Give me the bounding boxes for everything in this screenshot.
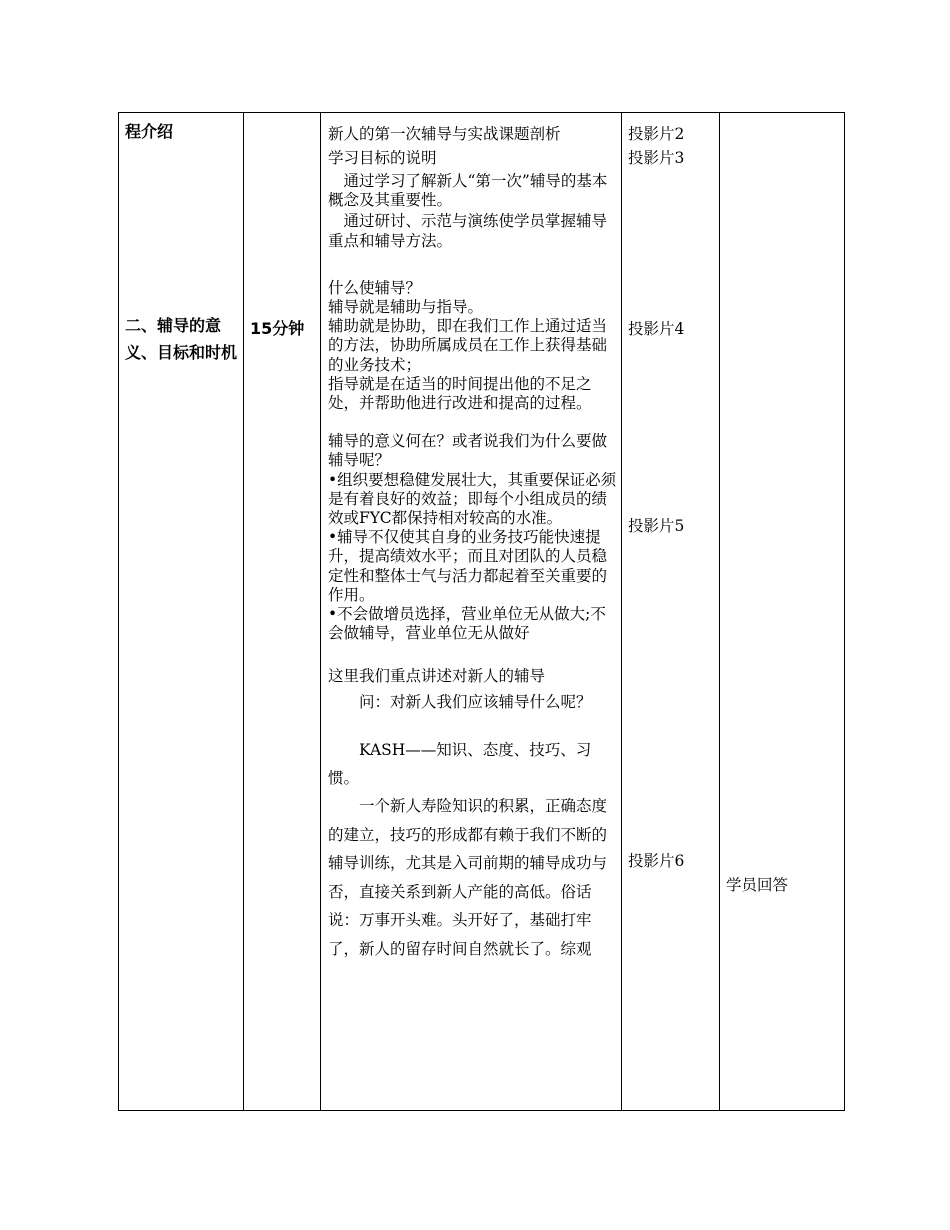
duration-label: 15分钟 (250, 319, 305, 338)
duration-column (250, 316, 316, 339)
content-paragraph: 辅导就是辅助与指导。 (328, 298, 484, 317)
column-divider-2 (320, 112, 321, 1111)
section-title: 二、辅导的意义、目标和时机 (125, 316, 238, 362)
content-paragraph: 什么使辅导？ (328, 278, 422, 297)
column-divider-1 (243, 112, 244, 1111)
slide-ref-column (628, 317, 718, 339)
content-paragraph: 通过研讨、示范与演练使学员掌握辅导重点和辅导方法。 (328, 212, 608, 250)
content-paragraph: 这里我们重点讲述对新人的辅导 (328, 667, 546, 686)
course-intro-label: 程介绍 (125, 122, 174, 141)
student-answer-note: 学员回答 (726, 876, 789, 894)
content-paragraph: 新人的第一次辅导与实战课题剖析 (328, 125, 561, 143)
content-paragraph: •组织要想稳健发展壮大，其重要保证必须是有着良好的效益；即每个小组成员的绩效或FYC都保持相对较高的水准。 (328, 470, 617, 528)
content-paragraph: •辅导不仅使其自身的业务技巧能快速提升，提高绩效水平；而且对团队的人员稳定性和整体士气与活力都起着至关重要的作用。 (328, 528, 608, 604)
table-border-bottom (118, 1110, 845, 1111)
column-divider-4 (719, 112, 720, 1111)
slide-ref-column (628, 514, 718, 536)
content-paragraph: 辅导的意义何在？或者说我们为什么要做辅导呢？ (328, 432, 608, 470)
content-paragraph: 一个新人寿险知识的积累，正确态度的建立，技巧的形成都有赖于我们不断的辅导训练，尤其是入司前期的辅导成功与否，直接关系到新人产能的高低。俗话说：万事开头难。头开好了，基础打牢了，新人的留存时间自然就长了。综观 (328, 797, 608, 958)
slide-ref-column (628, 849, 718, 871)
slide-ref: 投影片3 (628, 149, 685, 167)
section-column (125, 118, 243, 1110)
table-border-top (118, 112, 845, 113)
content-column (328, 118, 618, 1110)
content-paragraph: 问：对新人我们应该辅导什么呢？ (328, 693, 592, 712)
table-border-left (118, 112, 119, 1111)
slide-ref: 投影片6 (628, 852, 685, 870)
notes-column (726, 873, 836, 895)
slide-ref: 投影片5 (628, 517, 685, 535)
content-paragraph: 学习目标的说明 (328, 149, 437, 167)
column-divider-3 (621, 112, 622, 1111)
content-paragraph: •不会做增员选择，营业单位无从做大;不会做辅导，营业单位无从做好 (328, 605, 606, 643)
slide-ref: 投影片4 (628, 320, 685, 338)
content-paragraph: 指导就是在适当的时间提出他的不足之处，并帮助他进行改进和提高的过程。 (328, 374, 592, 413)
content-paragraph: 辅助就是协助，即在我们工作上通过适当的方法，协助所属成员在工作上获得基础的业务技术； (328, 317, 608, 374)
content-paragraph: 通过学习了解新人“第一次”辅导的基本概念及其重要性。 (328, 172, 608, 210)
slide-ref-column (628, 122, 718, 170)
table-border-right (844, 112, 845, 1111)
slide-ref: 投影片2 (628, 125, 685, 143)
content-paragraph: KASH——知识、态度、技巧、习惯。 (328, 741, 592, 788)
